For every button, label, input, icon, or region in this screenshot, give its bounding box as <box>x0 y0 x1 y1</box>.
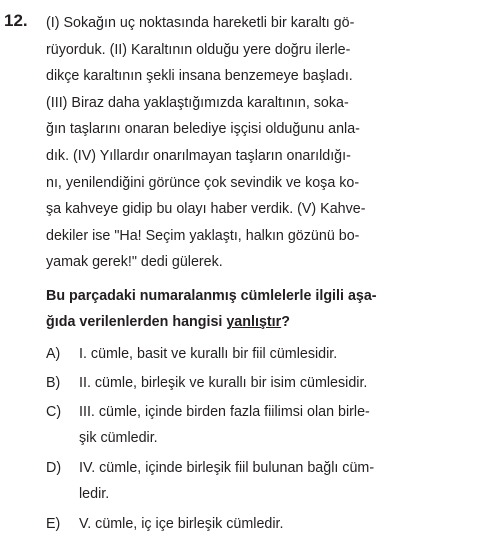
passage-line: (I) Sokağın uç noktasında hareketli bir karaltı gö- <box>46 15 355 31</box>
passage-line: rüyorduk. (II) Karaltının olduğu yere doğru ilerle- <box>46 41 351 58</box>
option-b[interactable] <box>46 370 476 396</box>
passage-line: dık. (IV) Yıllardır onarılmayan taşların onarıldığı- <box>46 147 351 164</box>
option-text: şik cümledir. <box>79 430 158 446</box>
passage-line: ğın taşlarını onaran belediye işçisi olduğunu anla- <box>46 121 360 138</box>
option-a[interactable] <box>46 341 476 367</box>
passage-line: şa kahveye gidip bu olayı haber verdik. (V) Kahve- <box>46 201 366 218</box>
option-e[interactable] <box>46 511 476 537</box>
passage-line: dikçe karaltının şekli insana benzemeye başladı. <box>46 68 353 85</box>
answer-options <box>46 341 476 537</box>
option-text: III. cümle, içinde birden fazla fiilimsi olan birle- <box>79 404 370 420</box>
stem-text: ğıda verilenlerden hangisi <box>46 314 227 330</box>
option-letter: B) <box>46 375 61 391</box>
stem-emphasis: yanlıştır <box>226 314 282 330</box>
option-text: V. cümle, iç içe birleşik cümledir. <box>79 516 284 532</box>
question-passage <box>46 10 476 276</box>
stem-line-2 <box>46 309 476 335</box>
question-number: 12. <box>4 11 28 30</box>
passage-line: nı, yenilendiğini görünce çok sevindik ve koşa ko- <box>46 174 360 191</box>
option-letter: C) <box>46 404 62 420</box>
option-text: ledir. <box>79 486 110 502</box>
stem-question-mark: ? <box>281 314 290 330</box>
option-text: II. cümle, birleşik ve kurallı bir isim cümlesidir. <box>79 375 368 391</box>
question-stem <box>46 283 476 335</box>
stem-line-1: Bu parçadaki numaralanmış cümlelerle ilgili aşa- <box>46 288 377 304</box>
passage-line: (III) Biraz daha yaklaştığımızda karaltının, soka- <box>46 94 349 111</box>
passage-line: yamak gerek!" dedi gülerek. <box>46 254 223 271</box>
option-d[interactable] <box>46 455 476 507</box>
option-text: I. cümle, basit ve kurallı bir fiil cümlesidir. <box>79 346 338 362</box>
option-letter: A) <box>46 346 61 362</box>
option-letter: D) <box>46 460 62 476</box>
passage-line: dekiler ise "Ha! Seçim yaklaştı, halkın gözünü bo- <box>46 227 360 244</box>
option-c[interactable] <box>46 399 476 451</box>
option-letter: E) <box>46 516 61 532</box>
option-text: IV. cümle, içinde birleşik fiil bulunan bağlı cüm- <box>79 460 375 476</box>
